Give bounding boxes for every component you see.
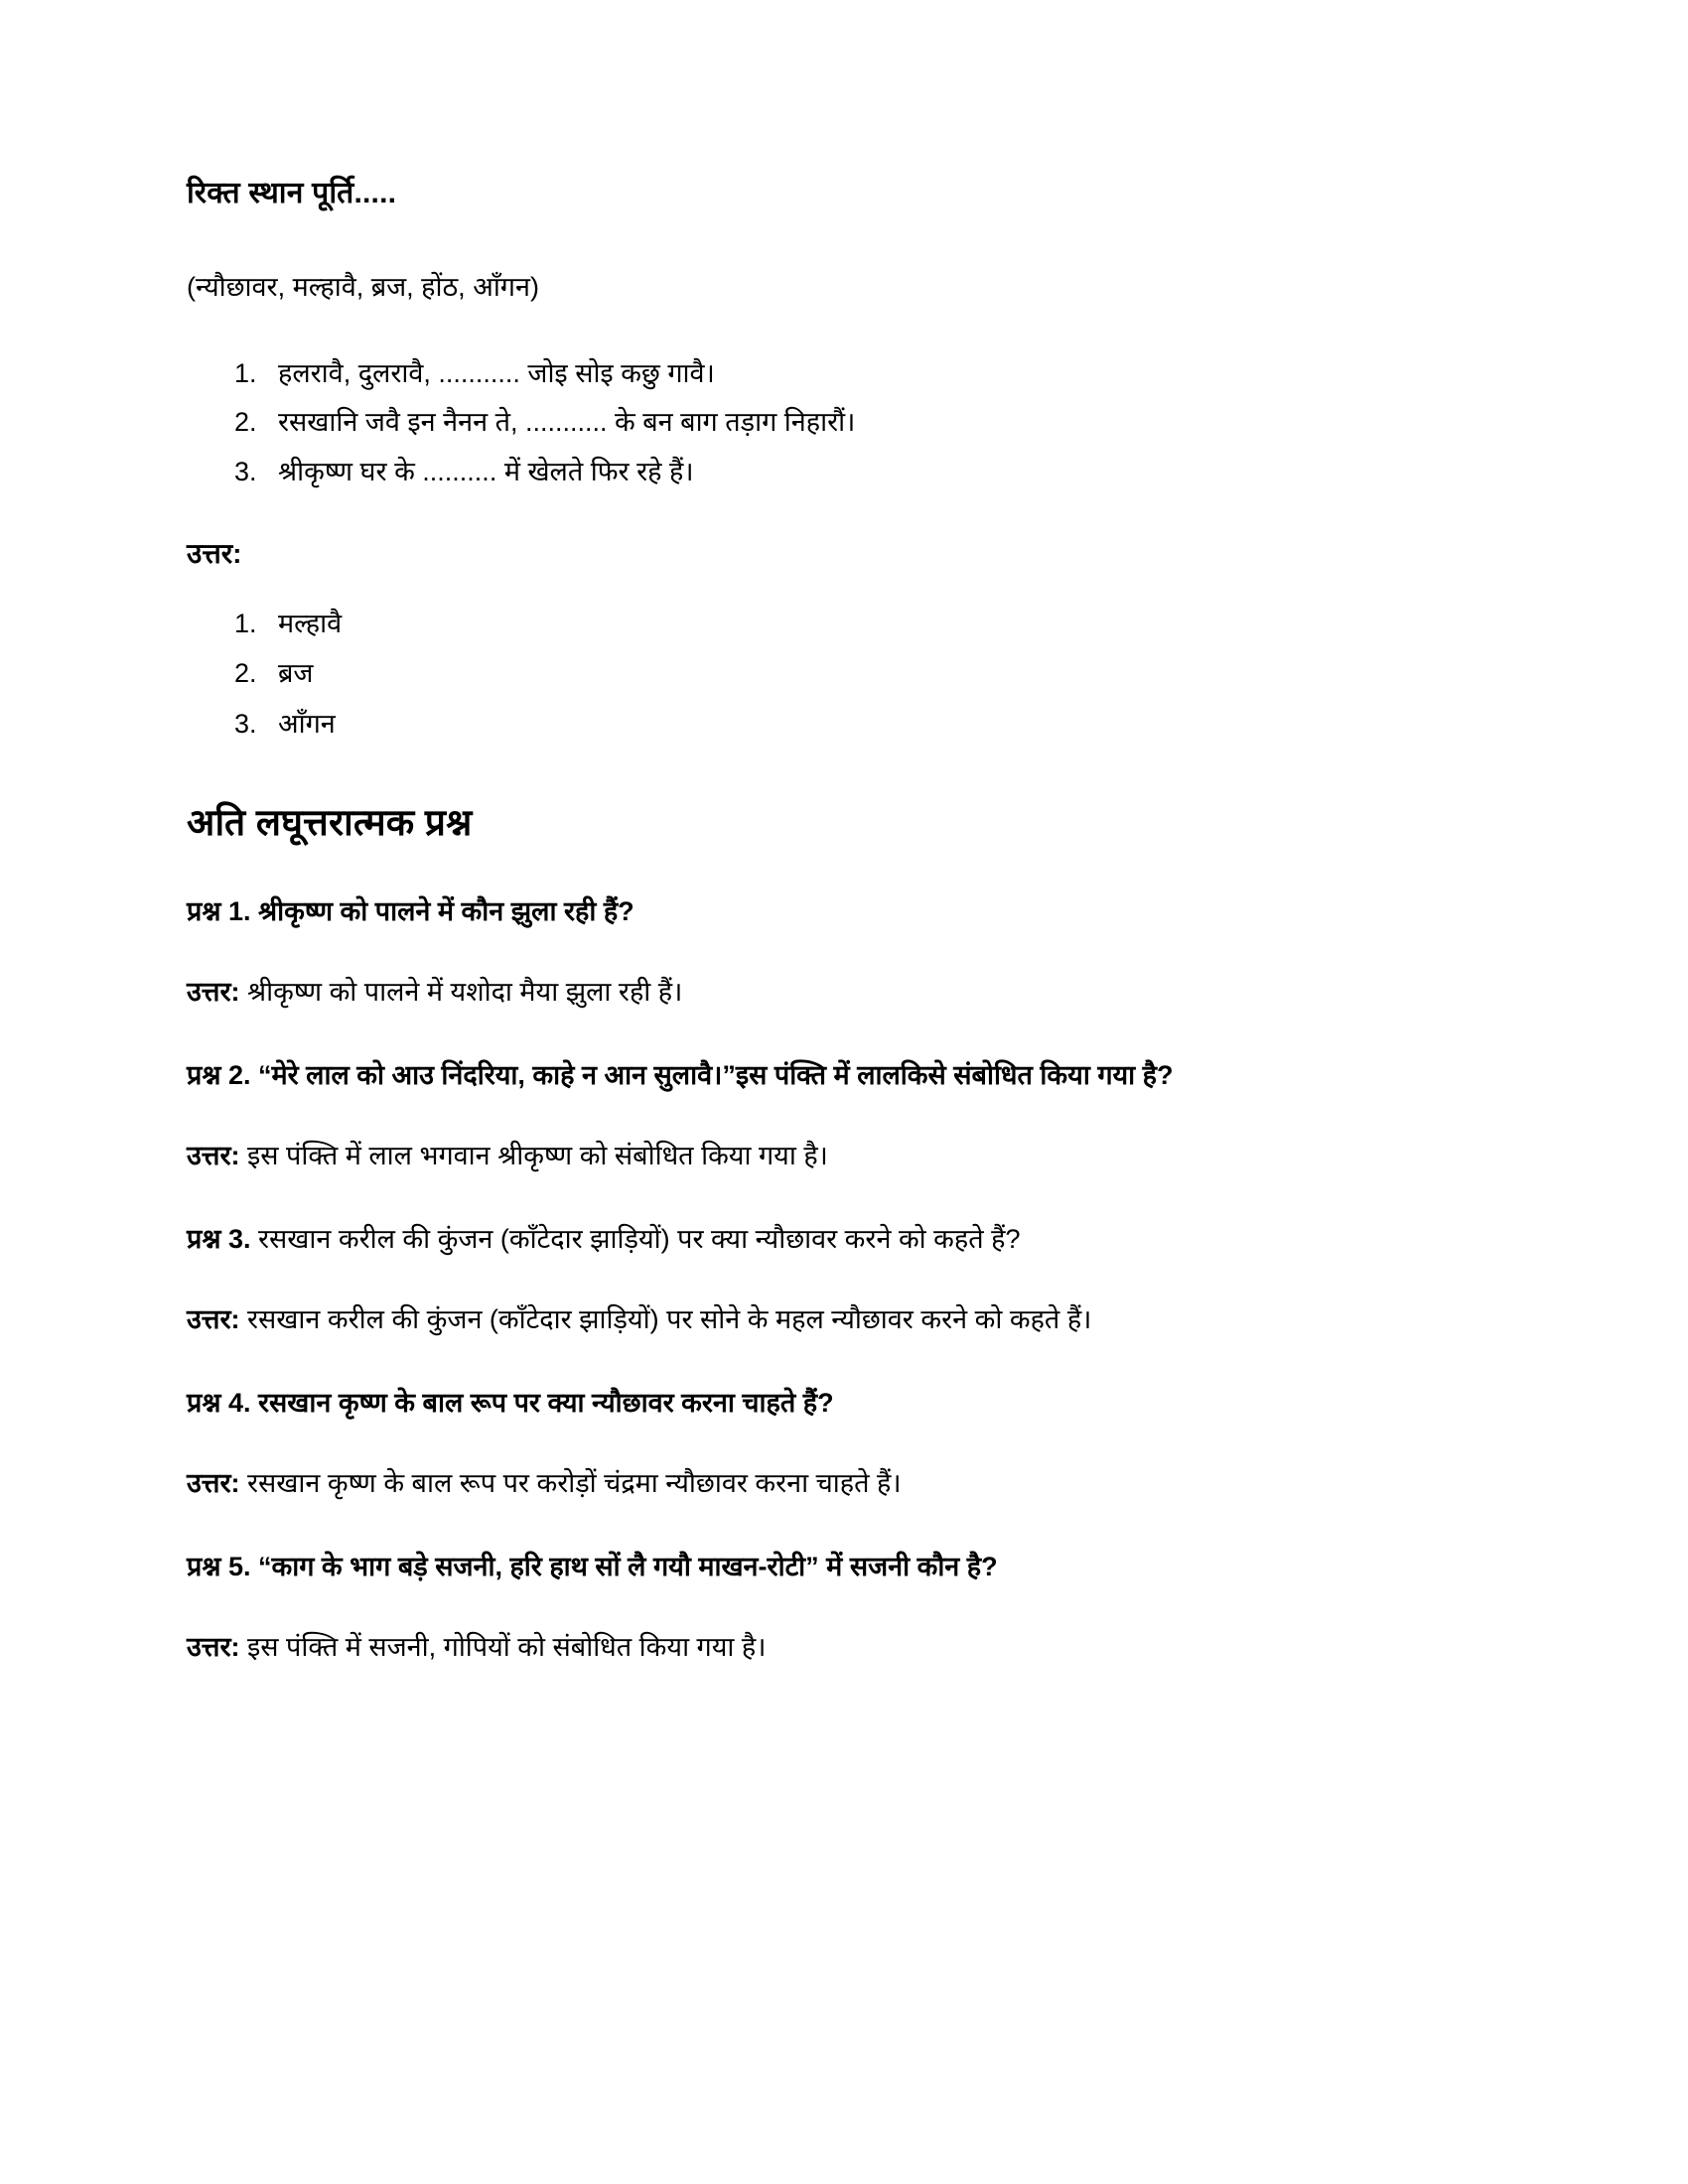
answer-text: श्रीकृष्ण को पालने में यशोदा मैया झुला रही हैं। [239,976,683,1007]
fill-in-blanks-answers-label: उत्तर: [187,537,242,569]
answer [187,972,1499,1013]
qa-block [187,1383,1499,1503]
question-number: प्रश्न 4. [187,1388,251,1419]
question-number: प्रश्न 2. [187,1060,251,1091]
answer-label: उत्तर: [187,976,240,1007]
short-answer-section-heading: अति लघूत्तरात्मक प्रश्न [187,802,473,844]
page-bottom-spacer [187,1667,1499,1726]
answer-text: इस पंक्ति में लाल भगवान श्रीकृष्ण को संबोधित किया गया है। [239,1140,828,1170]
answer-label: उत्तर: [187,1140,240,1170]
question-number: प्रश्न 1. [187,896,251,927]
question-text: रसखान करील की कुंजन (काँटेदार झाड़ियों) पर क्या न्यौछावर करने को कहते हैं? [250,1224,1021,1255]
question-number: प्रश्न 5. [187,1552,251,1582]
question [187,1219,1497,1260]
fill-in-blanks-list [187,352,1499,494]
answer-text: इस पंक्ति में सजनी, गोपियों को संबोधित किया गया है। [239,1631,767,1662]
list-item: 3. श्रीकृष्ण घर के .......... में खेलते फिर रहे हैं। [264,451,1499,494]
answer-label: उत्तर: [187,1467,240,1498]
answer-text: रसखान करील की कुंजन (काँटेदार झाड़ियों) पर सोने के महल न्यौछावर करने को कहते हैं। [239,1303,1092,1334]
list-item: 2. रसखानि जवै इन नैनन ते, ........... के बन बाग तड़ाग निहारौं। [264,401,1499,445]
word-bank: (न्यौछावर, मल्हावै, ब्रज, होंठ, आँगन) [187,271,539,302]
list-item: 3. आँगन [264,701,1499,747]
answer [187,1627,1499,1668]
qa-block [187,1219,1499,1339]
list-item: 1. हलरावै, दुलरावै, ........... जोइ सोइ कछु गावै। [264,352,1499,396]
question-number: प्रश्न 3. [187,1224,251,1255]
question-text: “काग के भाग बड़े सजनी, हरि हाथ सों लै गयौ माखन-रोटी” में सजनी कौन है? [250,1552,998,1582]
question-text: श्रीकृष्ण को पालने में कौन झुला रही हैं? [250,896,634,927]
answer-label: उत्तर: [187,1631,240,1662]
question [187,1055,1497,1096]
question-text: “मेरे लाल को आउ निंदरिया, काहे न आन सुलावै।”इस पंक्ति में लालकिसे संबोधित किया गया है? [250,1060,1174,1091]
qa-block [187,1547,1499,1667]
answer-label: उत्तर: [187,1303,240,1334]
list-item: 2. ब्रज [264,650,1499,696]
answer [187,1463,1499,1504]
qa-block [187,1055,1499,1175]
question [187,1547,1497,1587]
answer [187,1136,1499,1176]
question [187,891,1497,932]
question [187,1383,1497,1424]
question-text: रसखान कृष्ण के बाल रूप पर क्या न्यौछावर करना चाहते हैं? [250,1388,834,1419]
qa-block [187,891,1499,1012]
list-item: 1. मल्हावै [264,601,1499,646]
fill-in-blanks-heading: रिक्त स्थान पूर्ति..... [187,177,397,209]
answer-text: रसखान कृष्ण के बाल रूप पर करोड़ों चंद्रमा न्यौछावर करना चाहते हैं। [239,1467,902,1498]
answer [187,1299,1499,1340]
fill-in-blanks-answers-list [187,601,1499,747]
